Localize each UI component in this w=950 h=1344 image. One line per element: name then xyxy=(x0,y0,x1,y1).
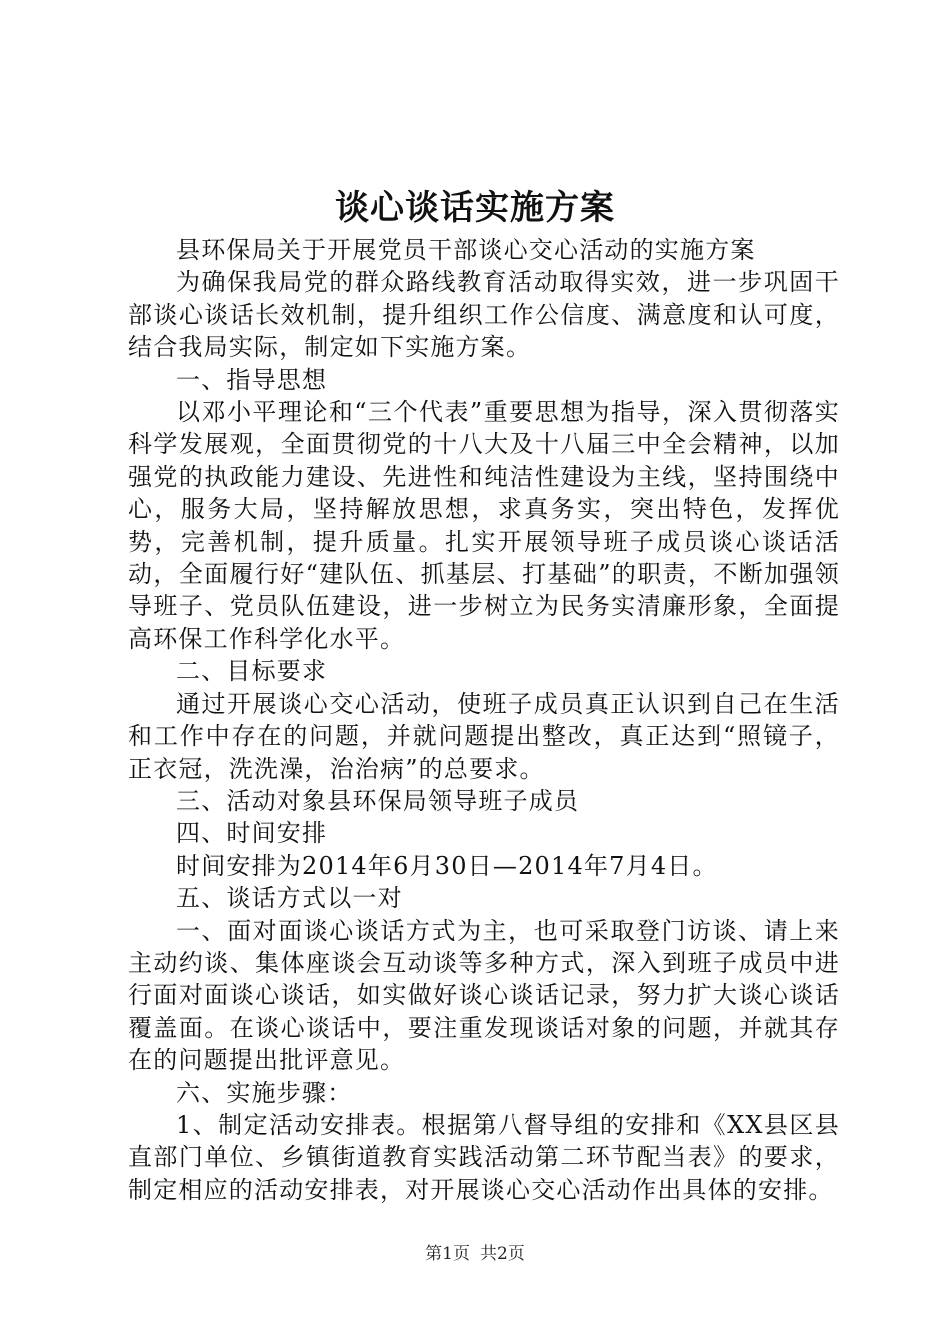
section-heading-goals: 二、目标要求 xyxy=(176,657,328,686)
page-number: 第1页 xyxy=(425,1244,470,1264)
section-heading-targets: 三、活动对象县环保局领导班子成员 xyxy=(176,786,580,815)
intro-paragraph: 为确保我局党的群众路线教育活动取得实效，进一步巩固干部谈心谈话长效机制，提升组织工作公信度、满意度和认可度，结合我局实际，制定如下实施方案。 xyxy=(128,268,840,362)
document-body xyxy=(128,234,840,1206)
steps-paragraph-1: 1、制定活动安排表。根据第八督导组的安排和《XX县区县直部门单位、乡镇街道教育实践活动第二环节配当表》的要求，制定相应的活动安排表，对开展谈心交心活动作出具体的安排。 xyxy=(128,1110,840,1204)
section-heading-schedule: 四、时间安排 xyxy=(176,819,328,848)
section-heading-guiding-thought: 一、指导思想 xyxy=(176,365,328,394)
goals-paragraph: 通过开展谈心交心活动，使班子成员真正认识到自己在生活和工作中存在的问题，并就问题提出整改，真正达到“照镜子，正衣冠，洗洗澡，治治病”的总要求。 xyxy=(128,689,840,783)
subtitle-paragraph: 县环保局关于开展党员干部谈心交心活动的实施方案 xyxy=(176,236,756,264)
section-heading-steps: 六、实施步骤： xyxy=(176,1078,353,1107)
page-footer xyxy=(0,1243,950,1265)
page-total: 共2页 xyxy=(480,1244,525,1264)
schedule-paragraph: 时间安排为2014年6月30日—2014年7月4日。 xyxy=(176,851,718,880)
section-heading-method: 五、谈话方式以一对 xyxy=(176,884,403,913)
document-title: 谈心谈话实施方案 xyxy=(335,188,615,228)
guiding-thought-paragraph: 以邓小平理论和“三个代表”重要思想为指导，深入贯彻落实科学发展观，全面贯彻党的十八大及十八届三中全会精神，以加强党的执政能力建设、先进性和纯洁性建设为主线，坚持围绕中心，服务大局，坚持解放思想，求真务实，突出特色，发挥优势，完善机制，提升质量。扎实开展领导班子成员谈心谈话活动，全面履行好“建队伍、抓基层、打基础”的职责，不断加强领导班子、党员队伍建设，进一步树立为民务实清廉形象，全面提高环保工作科学化水平。 xyxy=(128,398,840,653)
method-paragraph: 一、面对面谈心谈话方式为主，也可采取登门访谈、请上来主动约谈、集体座谈会互动谈等多种方式，深入到班子成员中进行面对面谈心谈话，如实做好谈心谈话记录，努力扩大谈心谈话覆盖面。在谈心谈话中，要注重发现谈话对象的问题，并就其存在的问题提出批评意见。 xyxy=(128,916,840,1075)
